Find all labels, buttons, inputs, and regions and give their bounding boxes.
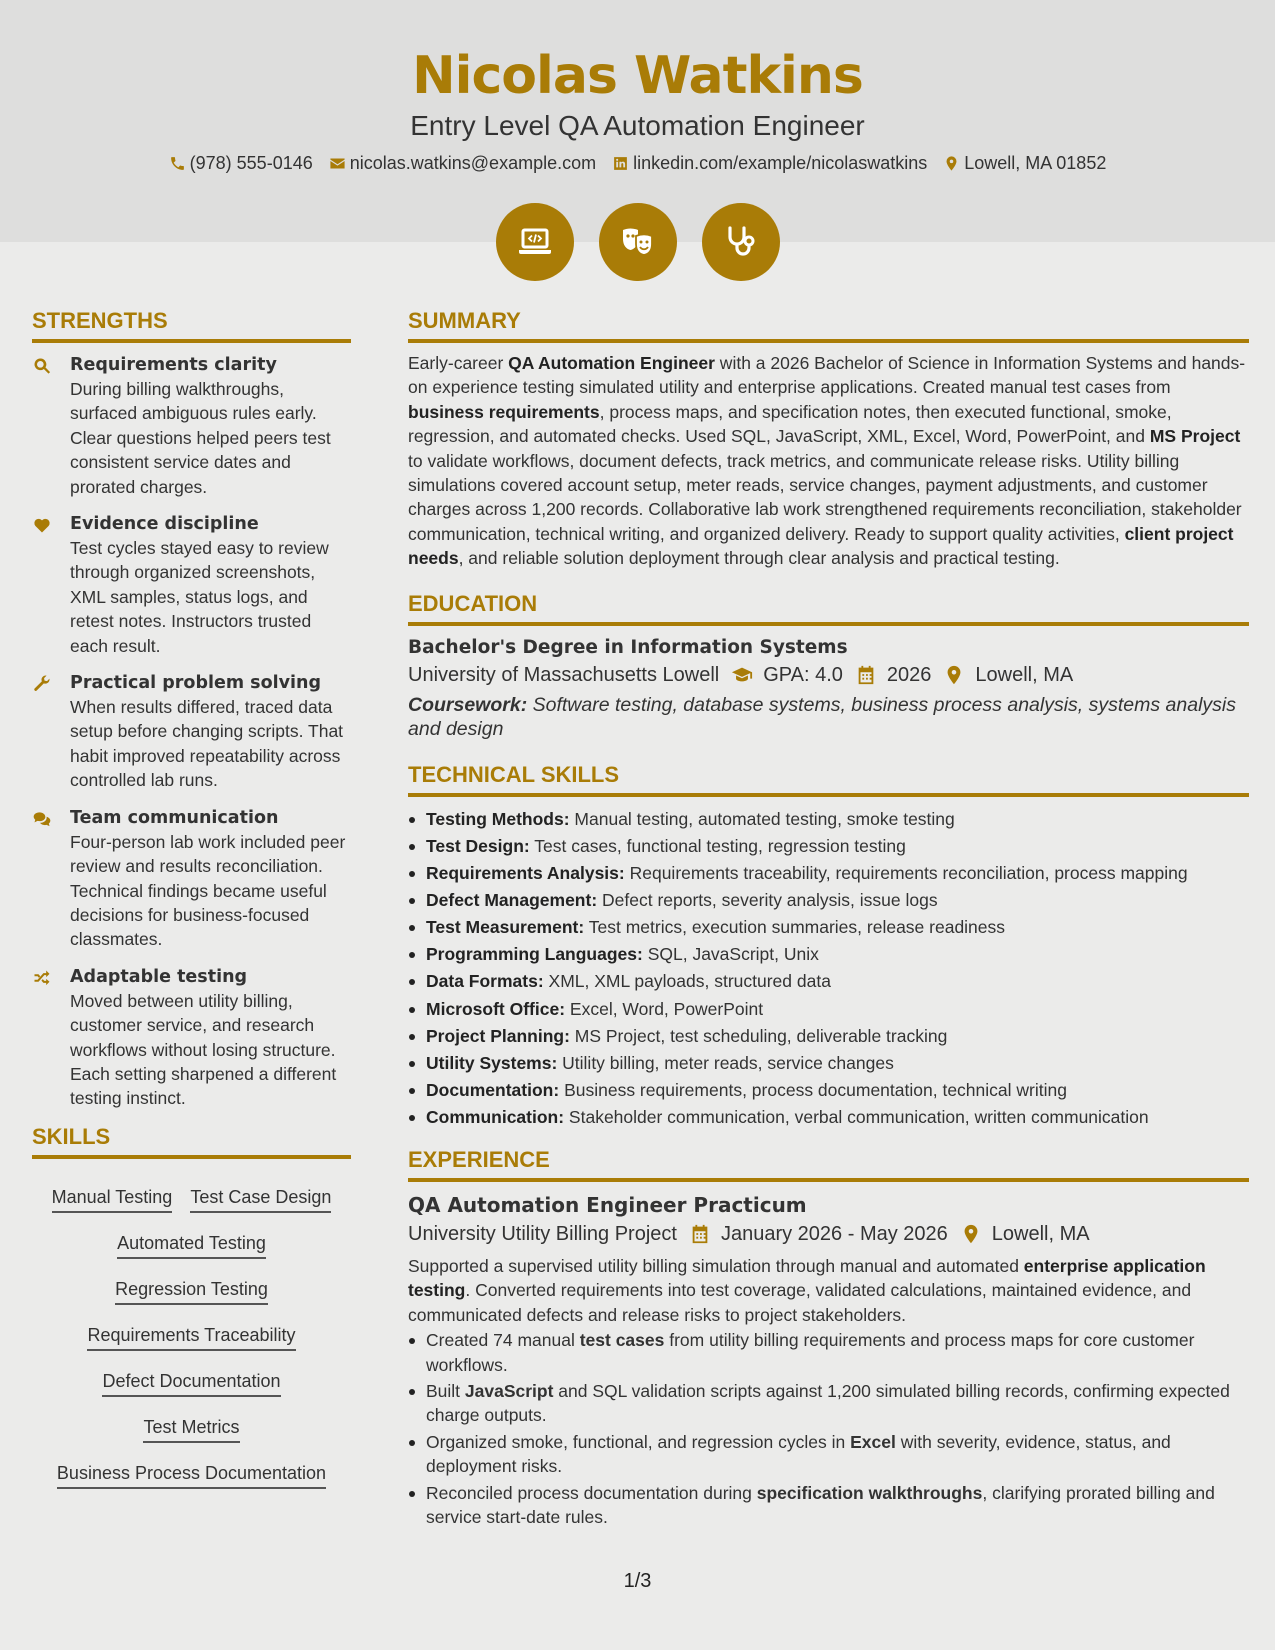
experience-intro [408,1254,1249,1327]
list-item [408,833,1249,860]
bold-text: specification walkthroughs [756,1482,983,1503]
shuffle-icon [32,968,52,988]
skill-label: Project Planning: [426,1025,570,1046]
skill-value: Excel, Word, PowerPoint [565,998,764,1019]
list-item [408,1050,1249,1077]
linkedin-icon [612,155,629,172]
bold-text: QA Automation Engineer [508,353,715,373]
coursework [408,693,1249,742]
search-icon [32,356,52,376]
bold-text: test cases [579,1330,665,1351]
strengths-list [32,353,351,1111]
contact-bar [0,153,1275,174]
wrench-icon [32,674,52,694]
text-run: from utility billing requirements and process maps for core customer workflows. [426,1330,1195,1375]
envelope-icon [329,155,346,172]
text-run: , and reliable solution deployment through clear analysis and practical testing. [458,548,1060,569]
strength-item [32,806,351,952]
text-run: Organized smoke, functional, and regression cycles in [426,1431,851,1452]
experience-bullets [408,1328,1249,1529]
technical-skills-heading: TECHNICAL SKILLS [408,762,1249,797]
coursework-text: Software testing, database systems, business process analysis, systems analysis and design [408,693,1237,741]
text-run: Supported a supervised utility billing simulation through manual and automated [408,1255,1024,1276]
skill-value: Requirements traceability, requirements reconciliation, process mapping [624,863,1188,884]
laptop-code-icon [515,222,555,262]
theater-masks-badge [599,203,677,281]
text-run: and SQL validation scripts against 1,200 simulated billing records, confirming expected charge outputs. [426,1381,1230,1426]
bold-text: JavaScript [464,1381,554,1401]
technical-skills-list [408,806,1249,1131]
map-pin-icon [960,1223,982,1245]
location-text: Lowell, MA 01852 [964,153,1107,173]
contact-linkedin[interactable] [612,153,927,174]
phone-icon [169,155,186,172]
list-item [408,1481,1249,1530]
gpa-text: GPA: 4.0 [763,663,843,686]
list-item [408,860,1249,887]
badge-row [0,203,1275,281]
skill-tags [32,1167,351,1489]
skill-tag: Test Case Design [190,1177,331,1213]
skill-label: Programming Languages: [426,944,643,965]
summary-text [408,351,1249,571]
experience-heading: EXPERIENCE [408,1147,1249,1182]
text-run: Built [426,1381,465,1401]
experience-meta [408,1223,1249,1246]
list-item [408,1104,1249,1131]
skill-value: MS Project, test scheduling, deliverable tracking [569,1025,948,1046]
skill-label: Test Design: [426,835,530,856]
strength-item [32,512,351,658]
education-heading: EDUCATION [408,591,1249,626]
phone-text: (978) 555-0146 [189,153,313,173]
graduation-cap-icon [731,664,753,686]
skill-label: Utility Systems: [426,1052,558,1073]
list-item [408,941,1249,968]
strength-item [32,671,351,793]
bold-text: MS Project [1149,426,1241,447]
list-item [408,996,1249,1023]
skill-value: Test cases, functional testing, regression testing [529,835,906,856]
experience-dates: January 2026 - May 2026 [720,1222,948,1245]
strength-desc: Four-person lab work included peer review and results reconciliation. Technical findings became useful decisions for business-focused classmates. [70,831,346,950]
skill-value: SQL, JavaScript, Unix [642,944,819,965]
skill-tag: Requirements Traceability [87,1315,295,1351]
text-run: Early-career [408,353,509,373]
calendar-icon [855,664,877,686]
candidate-name: Nicolas Watkins [412,46,863,106]
list-item [408,968,1249,995]
contact-location [943,153,1106,174]
skill-label: Requirements Analysis: [426,863,625,884]
page-number: 1/3 [623,1570,652,1592]
skill-label: Data Formats: [426,971,544,992]
candidate-title: Entry Level QA Automation Engineer [410,110,865,141]
experience-role: QA Automation Engineer Practicum [408,1192,807,1217]
strength-desc: When results differed, traced data setup before changing scripts. That habit improved repeatability across controlled lab runs. [70,697,344,791]
strength-desc: Test cycles stayed easy to review through organized screenshots, XML samples, status logs, and retest notes. Instructors trusted each result. [70,538,329,656]
skill-tag: Business Process Documentation [57,1453,326,1489]
bold-text: Excel [850,1431,896,1452]
text-run: , process maps, and specification notes, then executed functional, smoke, regression, and automated checks. Used SQL, JavaScript, XML, Excel, Word, PowerPoint, and [408,401,1172,447]
summary-heading: SUMMARY [408,308,1249,343]
text-run: with a 2026 Bachelor of Science in Information Systems and hands-on experience testing simulated utility and enterprise applications. Created manual test cases from [408,353,1246,398]
list-item [408,887,1249,914]
grad-year: 2026 [886,663,932,686]
text-run: Created 74 manual [426,1330,580,1351]
text-run: , clarifying prorated billing and service start-date rules. [426,1482,1215,1528]
strength-title: Team communication [70,807,279,828]
strength-item [32,965,351,1111]
skill-value: Defect reports, severity analysis, issue logs [597,890,938,911]
text-run: Reconciled process documentation during [426,1482,757,1503]
strengths-heading: STRENGTHS [32,308,351,343]
linkedin-text: linkedin.com/example/nicolaswatkins [633,153,928,173]
skill-value: XML, XML payloads, structured data [543,971,831,992]
skill-value: Test metrics, execution summaries, release readiness [584,917,1006,938]
skill-value: Business requirements, process documentation, technical writing [559,1079,1067,1100]
text-run: to validate workflows, document defects, track metrics, and communicate release risks. Utility billing simulations covered account setup, meter reads, service changes, payment adjustments, and customer charges across 1,200 records. Collaborative lab work strengthened requirements reconciliation, stakeholder communication, technical writing, and organized delivery. Ready to support quality activities, [408,450,1242,544]
coursework-label: Coursework: [408,693,528,716]
strength-title: Practical problem solving [70,673,322,694]
list-item [408,1023,1249,1050]
strength-desc: During billing walkthroughs, surfaced ambiguous rules early. Clear questions helped peers test consistent service dates and prorated charges. [70,379,331,497]
text-run: with severity, evidence, status, and deployment risks. [426,1431,1171,1477]
calendar-icon [689,1223,711,1245]
stethoscope-icon [721,222,761,262]
skills-heading: SKILLS [32,1124,351,1159]
strength-title: Evidence discipline [70,514,259,535]
skill-label: Defect Management: [426,890,598,911]
comments-icon [32,809,52,829]
heart-icon [32,515,52,535]
map-pin-icon [943,664,965,686]
left-column [32,308,351,1489]
skill-tag: Regression Testing [115,1269,268,1305]
strength-item [32,353,351,499]
strength-title: Adaptable testing [70,966,248,987]
stethoscope-badge [702,203,780,281]
skill-tag: Manual Testing [52,1177,173,1213]
strength-title: Requirements clarity [70,355,277,375]
right-column [408,308,1249,1531]
education-meta [408,664,1249,687]
list-item [408,1379,1249,1428]
contact-email[interactable] [329,153,596,174]
skill-value: Utility billing, meter reads, service changes [557,1052,894,1073]
list-item [408,806,1249,833]
skill-label: Microsoft Office: [426,998,566,1019]
skill-label: Testing Methods: [426,808,570,829]
text-run: . Converted requirements into test coverage, validated calculations, maintained evidence, and communicated defects and release risks to project stakeholders. [408,1280,1192,1325]
skill-tag: Test Metrics [143,1407,239,1443]
skill-label: Documentation: [426,1079,560,1100]
experience-location: Lowell, MA [991,1222,1090,1245]
list-item [408,1328,1249,1377]
list-item [408,914,1249,941]
bold-text: enterprise application testing [408,1255,1206,1301]
bold-text: business requirements [408,401,600,422]
theater-masks-icon [618,222,658,262]
map-pin-icon [943,155,960,172]
contact-phone[interactable] [169,153,313,174]
experience-org: University Utility Billing Project [408,1222,677,1245]
school-location: Lowell, MA [975,663,1074,686]
bold-text: client project needs [408,523,1234,569]
skill-value: Stakeholder communication, verbal communication, written communication [564,1106,1149,1127]
degree-title: Bachelor's Degree in Information Systems [408,636,848,658]
list-item [408,1077,1249,1104]
strength-desc: Moved between utility billing, customer service, and research workflows without losing structure. Each setting sharpened a different testing instinct. [70,990,337,1109]
skill-tag: Defect Documentation [102,1361,280,1397]
school-name: University of Massachusetts Lowell [408,663,720,686]
skill-label: Test Measurement: [426,917,585,938]
list-item [408,1430,1249,1479]
email-text: nicolas.watkins@example.com [349,153,597,173]
skill-value: Manual testing, automated testing, smoke testing [569,808,955,829]
skill-label: Communication: [426,1106,565,1127]
skill-tag: Automated Testing [117,1223,266,1259]
laptop-code-badge [496,203,574,281]
